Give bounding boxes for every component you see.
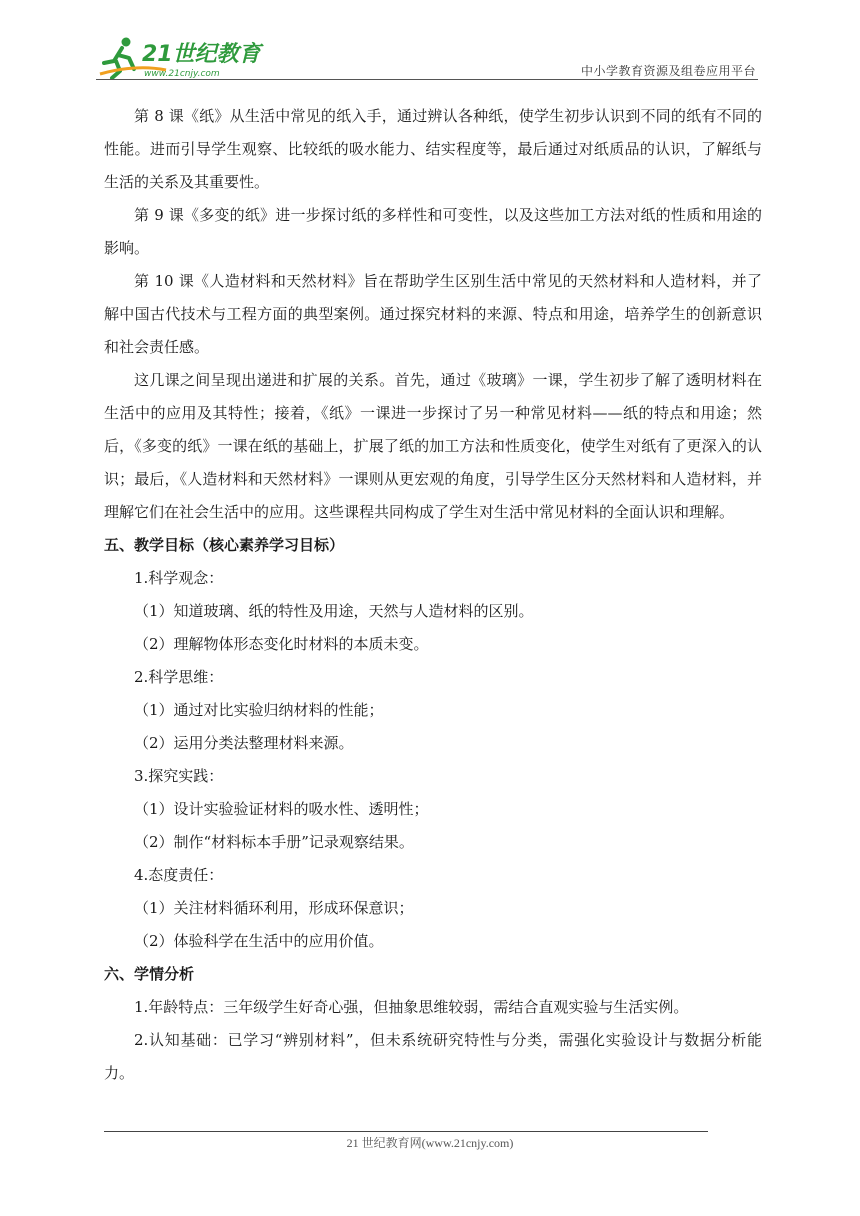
logo-text: 21世纪教育 xyxy=(142,42,261,67)
section-heading: 五、教学目标（核心素养学习目标） xyxy=(104,536,345,554)
objective-item: （1）知道玻璃、纸的特性及用途，天然与人造材料的区别。 xyxy=(134,602,534,620)
objective-item: （2）制作“材料标本手册”记录观察结果。 xyxy=(134,833,414,851)
objective-group-label: 1.科学观念： xyxy=(134,569,224,587)
platform-name: 中小学教育资源及组卷应用平台 xyxy=(580,64,756,78)
document-body xyxy=(104,100,762,1090)
logo-url: www.21cnjy.com xyxy=(144,69,220,79)
footer-divider xyxy=(104,1131,708,1132)
page-header xyxy=(96,34,758,80)
objective-group-label: 3.探究实践： xyxy=(134,767,224,785)
objective-item: （2）理解物体形态变化时材料的本质未变。 xyxy=(134,635,429,653)
objective-group-label: 2.科学思维： xyxy=(134,668,224,686)
objective-item: （2）运用分类法整理材料来源。 xyxy=(134,734,354,752)
header-divider xyxy=(96,79,758,80)
paragraph: 1.年龄特点：三年级学生好奇心强，但抽象思维较弱，需结合直观实验与生活实例。 xyxy=(134,998,689,1016)
section-heading: 六、学情分析 xyxy=(104,965,195,983)
objective-item: （1）通过对比实验归纳材料的性能； xyxy=(134,701,384,719)
paragraph: 第 9 课《多变的纸》进一步探讨纸的多样性和可变性，以及这些加工方法对纸的性质和用途的影响。 xyxy=(104,206,762,257)
logo xyxy=(96,34,266,80)
objective-item: （2）体验科学在生活中的应用价值。 xyxy=(134,932,384,950)
paragraph: 第 10 课《人造材料和天然材料》旨在帮助学生区别生活中常见的天然材料和人造材料，并了解中国古代技术与工程方面的典型案例。通过探究材料的来源、特点和用途，培养学生的创新意识和社会责任感。 xyxy=(104,272,762,356)
objective-item: （1）关注材料循环利用，形成环保意识； xyxy=(134,899,414,917)
paragraph: 这几课之间呈现出递进和扩展的关系。首先，通过《玻璃》一课，学生初步了解了透明材料在生活中的应用及其特性；接着，《纸》一课进一步探讨了另一种常见材料——纸的特点和用途；然后，《多变的纸》一课在纸的基础上，扩展了纸的加工方法和性质变化，使学生对纸有了更深入的认识；最后，《人造材料和天然材料》一课则从更宏观的角度，引导学生区分天然材料和人造材料，并理解它们在社会生活中的应用。这些课程共同构成了学生对生活中常见材料的全面认识和理解。 xyxy=(104,371,762,521)
objective-group-label: 4.态度责任： xyxy=(134,866,224,884)
objective-item: （1）设计实验验证材料的吸水性、透明性； xyxy=(134,800,429,818)
paragraph: 2.认知基础：已学习“辨别材料”，但未系统研究特性与分类，需强化实验设计与数据分析能力。 xyxy=(104,1031,762,1082)
page-footer: 21 世纪教育网(www.21cnjy.com) xyxy=(346,1136,514,1150)
paragraph: 第 8 课《纸》从生活中常见的纸入手，通过辨认各种纸，使学生初步认识到不同的纸有不同的性能。进而引导学生观察、比较纸的吸水能力、结实程度等，最后通过对纸质品的认识，了解纸与生活的关系及其重要性。 xyxy=(104,107,762,191)
